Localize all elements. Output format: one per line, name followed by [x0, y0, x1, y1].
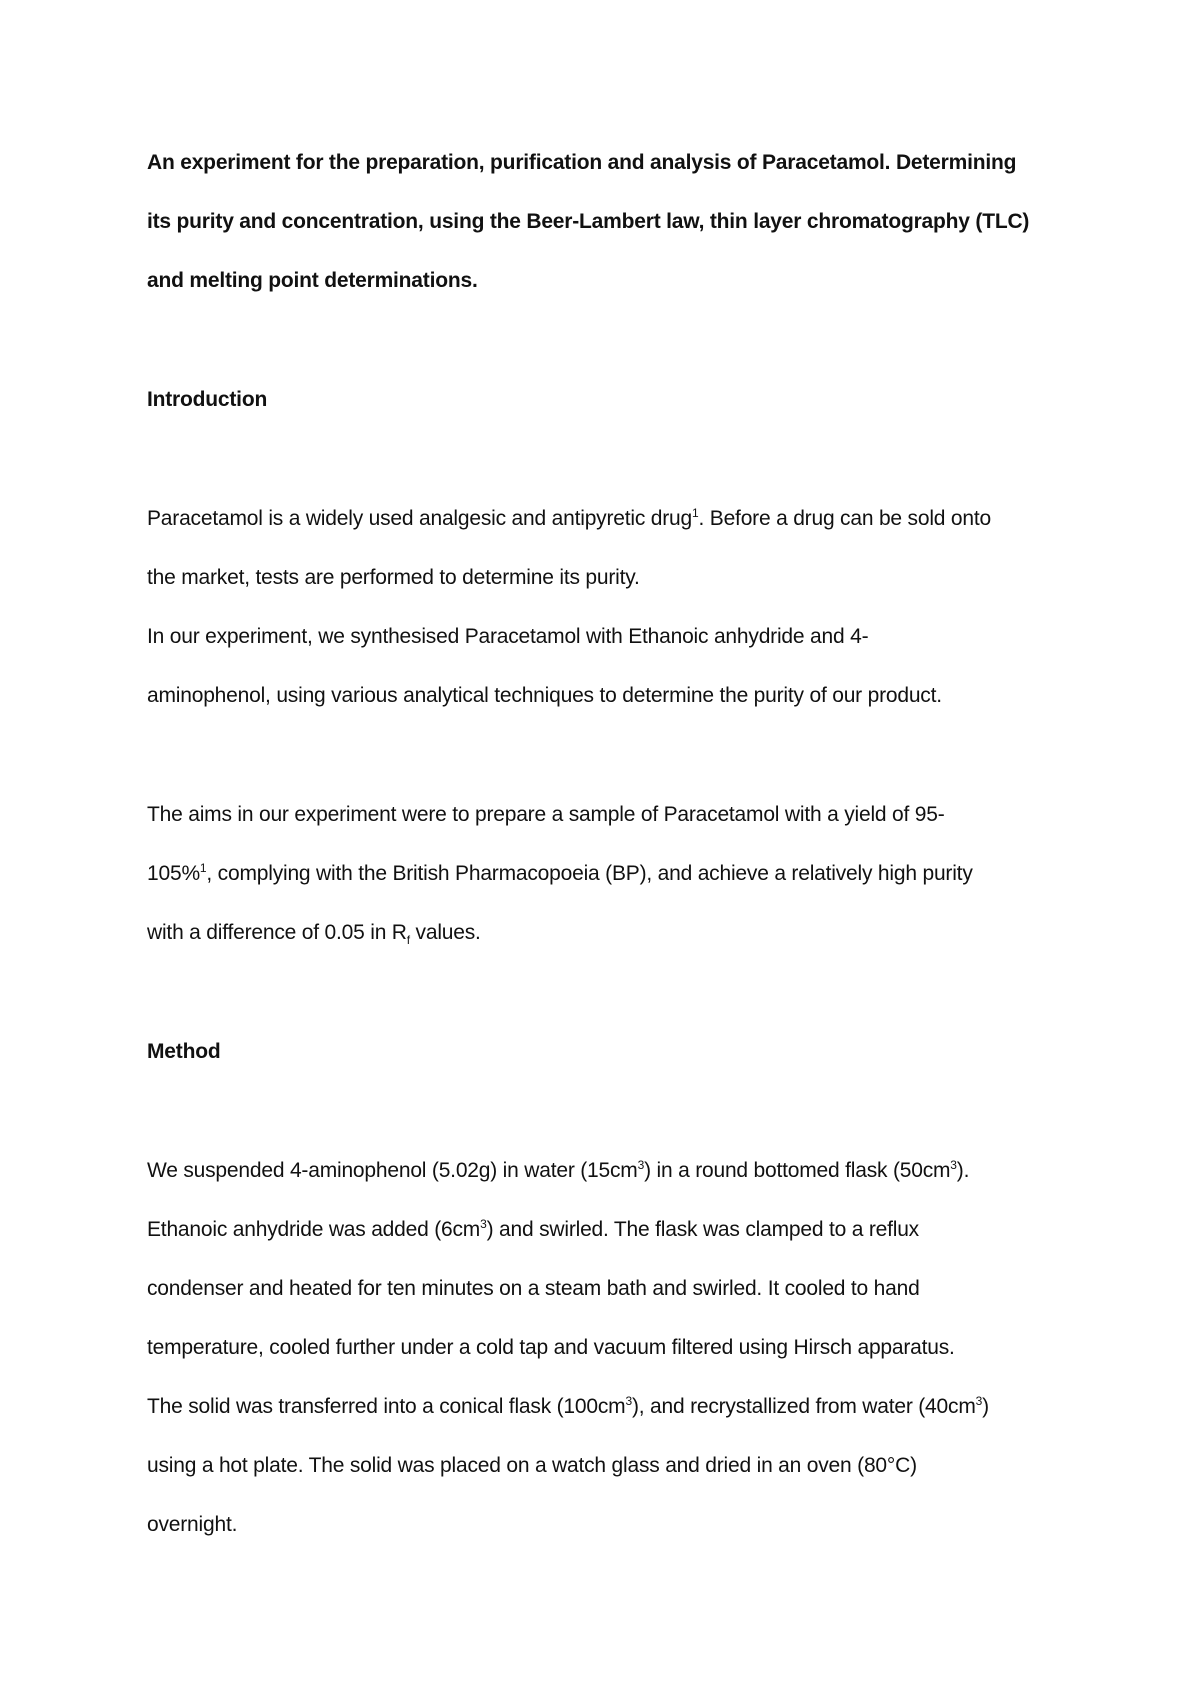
unit-superscript: 3 — [975, 1394, 983, 1408]
intro-paragraph-3-line-1: The aims in our experiment were to prepare a sample of Paracetamol with a yield of 95- — [147, 803, 945, 826]
intro-paragraph-2-line-2: aminophenol, using various analytical techniques to determine the purity of our product. — [147, 684, 942, 707]
method-line-6: using a hot plate. The solid was placed on a watch glass and dried in an oven (80°C) — [147, 1454, 917, 1477]
document-title-line-3: and melting point determinations. — [147, 269, 478, 292]
method-line-7: overnight. — [147, 1513, 238, 1536]
text-run: , complying with the British Pharmacopoeia (BP), and achieve a relatively high purity — [206, 862, 973, 885]
text-run: ). — [956, 1159, 970, 1182]
intro-paragraph-2-line-1: In our experiment, we synthesised Paracetamol with Ethanoic anhydride and 4- — [147, 625, 869, 648]
text-run: ) in a round bottomed flask (50cm — [644, 1159, 951, 1182]
method-line-3: condenser and heated for ten minutes on a steam bath and swirled. It cooled to hand — [147, 1277, 920, 1300]
text-run: 105% — [147, 862, 200, 885]
method-line-4: temperature, cooled further under a cold tap and vacuum filtered using Hirsch apparatus. — [147, 1336, 955, 1359]
text-run: Paracetamol is a widely used analgesic and antipyretic drug — [147, 507, 693, 530]
text-run: We suspended 4-aminophenol (5.02g) in water (15cm — [147, 1159, 638, 1182]
text-run: ) and swirled. The flask was clamped to a reflux — [486, 1218, 919, 1241]
text-run: with a difference of 0.05 in R — [147, 921, 407, 944]
citation-superscript: 1 — [199, 861, 207, 875]
text-run: ) — [982, 1395, 989, 1418]
text-run: . Before a drug can be sold onto — [698, 507, 991, 530]
intro-paragraph-3-line-2 — [147, 861, 973, 887]
introduction-heading: Introduction — [147, 388, 268, 411]
method-line-5 — [147, 1394, 989, 1420]
text-run: Ethanoic anhydride was added (6cm — [147, 1218, 481, 1241]
intro-paragraph-3-line-3 — [147, 920, 481, 946]
method-line-2 — [147, 1217, 919, 1243]
method-line-1 — [147, 1158, 969, 1184]
document-title-line-2: its purity and concentration, using the Beer-Lambert law, thin layer chromatography (TLC) — [147, 210, 1030, 233]
text-run: values. — [409, 921, 481, 944]
document-title-line-1: An experiment for the preparation, purification and analysis of Paracetamol. Determining — [147, 151, 1017, 174]
method-heading: Method — [147, 1040, 221, 1063]
unit-superscript: 3 — [625, 1394, 632, 1408]
intro-paragraph-1-line-2: the market, tests are performed to determine its purity. — [147, 566, 640, 589]
unit-superscript: 3 — [950, 1158, 957, 1172]
intro-paragraph-1-line-1 — [147, 506, 991, 532]
citation-superscript: 1 — [692, 506, 699, 520]
rf-subscript: f — [406, 933, 410, 948]
unit-superscript: 3 — [480, 1217, 487, 1231]
unit-superscript: 3 — [637, 1158, 645, 1172]
text-run: ), and recrystallized from water (40cm — [631, 1395, 976, 1418]
text-run: The solid was transferred into a conical flask (100cm — [147, 1395, 626, 1418]
